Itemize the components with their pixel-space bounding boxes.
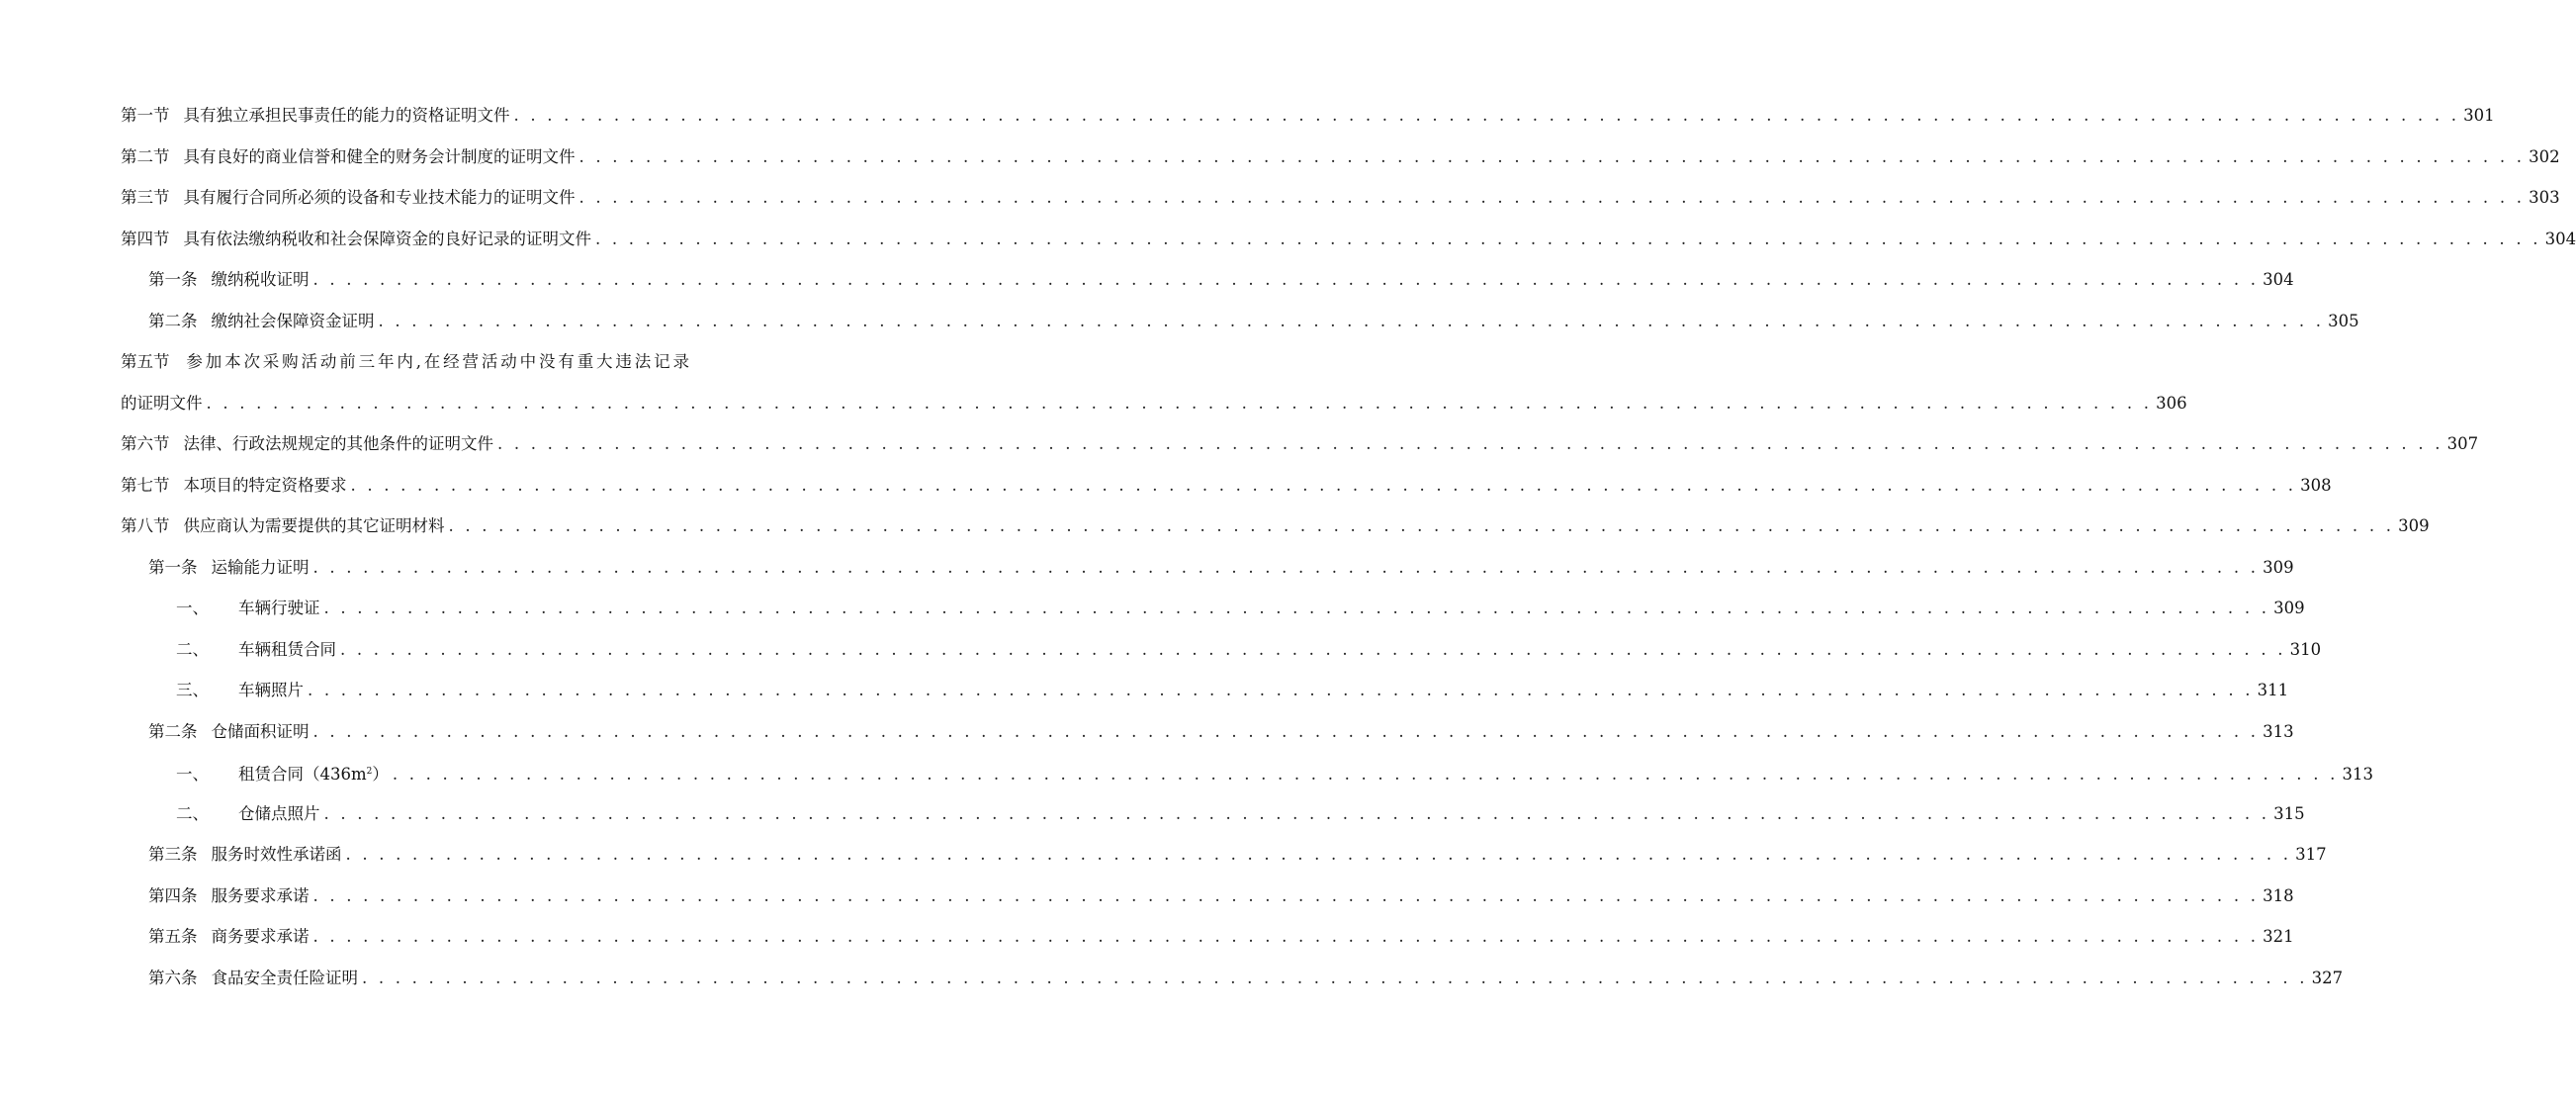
toc-entry[interactable] [0,301,2359,342]
toc-entry[interactable] [0,670,2289,711]
table-of-contents [0,95,2576,998]
toc-entry-title: 供应商认为需要提供的其它证明材料 [183,516,445,535]
toc-leader-dots: . . . . . . . . . . . . . . . . . . . . . . . . . . . . . . . . . . . . . . . . . . . . . . . . . . . . . . . . . . . . . . . . . . . . . . . . . . . . . . . . . . . . . . . . . . . . . . . . . . . . . . . . . . . . . . . . . . . . . [448,516,2395,535]
toc-entry-title: 租赁合同（436m [238,765,367,784]
toc-entry-label [121,95,510,137]
toc-entry-number: 一、 [176,765,209,784]
toc-entry-number: 第二条 [148,721,198,741]
toc-entry-page: 327 [2311,968,2344,987]
toc-entry-label [121,177,576,219]
toc-entry-superscript: 2 [366,767,373,777]
toc-entry-title: 服务时效性承诺函 [211,845,342,864]
toc-entry[interactable] [0,876,2294,917]
toc-entry-title: 具有独立承担民事责任的能力的资格证明文件 [183,106,510,125]
toc-leader-dots: . . . . . . . . . . . . . . . . . . . . . . . . . . . . . . . . . . . . . . . . . . . . . . . . . . . . . . . . . . . . . . . . . . . . . . . . . . . . . . . . . . . . . . . . . . . . . . . . . . . . . . . . . . . . . . . . . . . . . [312,270,2260,289]
toc-entry[interactable] [0,711,2294,753]
toc-entry-page: 301 [2463,106,2495,125]
toc-entry-label [176,670,304,711]
toc-entry-label [121,137,576,178]
toc-leader-dots: . . . . . . . . . . . . . . . . . . . . . . . . . . . . . . . . . . . . . . . . . . . . . . . . . . . . . . . . . . . . . . . . . . . . . . . . . . . . . . . . . . . . . . . . . . . . . . . . . . . . . . . . . . . . . . . . . . . . . [206,393,2153,413]
toc-entry[interactable] [0,506,2430,547]
toc-entry-page: 311 [2257,681,2289,699]
toc-entry[interactable] [0,916,2294,958]
toc-entry-title: 车辆照片 [238,681,304,699]
toc-entry-title: 车辆行驶证 [238,599,320,617]
toc-entry-page: 305 [2328,311,2359,330]
toc-entry-title: 参加本次采购活动前三年内,在经营活动中没有重大违法记录 [183,352,689,371]
toc-entry-label [148,958,358,999]
toc-entry-title: 缴纳税收证明 [211,270,310,289]
toc-entry-label [148,547,310,589]
toc-entry-number: 第二节 [121,146,170,166]
toc-leader-dots: . . . . . . . . . . . . . . . . . . . . . . . . . . . . . . . . . . . . . . . . . . . . . . . . . . . . . . . . . . . . . . . . . . . . . . . . . . . . . . . . . . . . . . . . . . . . . . . . . . . . . . . . . . . . . . . . . . . . . [323,803,2270,823]
toc-leader-dots: . . . . . . . . . . . . . . . . . . . . . . . . . . . . . . . . . . . . . . . . . . . . . . . . . . . . . . . . . . . . . . . . . . . . . . . . . . . . . . . . . . . . . . . . . . . . . . . . . . . . . . . . . . . . . . . . . . . . . [323,599,2270,617]
toc-entry-page: 321 [2263,927,2294,946]
toc-entry[interactable] [0,177,2560,219]
toc-entry-number: 第四节 [121,229,170,248]
toc-entry-page: 304 [2544,229,2576,248]
toc-leader-dots: . . . . . . . . . . . . . . . . . . . . . . . . . . . . . . . . . . . . . . . . . . . . . . . . . . . . . . . . . . . . . . . . . . . . . . . . . . . . . . . . . . . . . . . . . . . . . . . . . . . . . . . . . . . . . . . . . . . . . [362,968,2308,987]
toc-entry-number: 二、 [176,803,209,823]
toc-entry-label [176,793,320,835]
toc-entry-label [121,341,689,383]
toc-entry-page: 302 [2529,146,2560,166]
toc-entry[interactable] [0,423,2479,465]
toc-entry-page: 310 [2289,639,2322,659]
toc-entry-number: 第一条 [148,557,198,577]
toc-entry-number: 三、 [176,681,209,699]
toc-entry-number: 一、 [176,599,209,617]
toc-entry-label [148,916,310,958]
toc-entry-label [148,876,310,917]
toc-leader-dots: . . . . . . . . . . . . . . . . . . . . . . . . . . . . . . . . . . . . . . . . . . . . . . . . . . . . . . . . . . . . . . . . . . . . . . . . . . . . . . . . . . . . . . . . . . . . . . . . . . . . . . . . . . . . . . . . . . . . . [392,765,2339,784]
toc-leader-dots: . . . . . . . . . . . . . . . . . . . . . . . . . . . . . . . . . . . . . . . . . . . . . . . . . . . . . . . . . . . . . . . . . . . . . . . . . . . . . . . . . . . . . . . . . . . . . . . . . . . . . . . . . . . . . . . . . . . . . [350,475,2297,495]
toc-entry-label [176,588,320,629]
toc-entry-page: 304 [2263,270,2294,289]
toc-entry-label [121,219,591,260]
toc-entry-label [176,629,336,671]
toc-entry-number: 二、 [176,639,209,659]
toc-entry-page: 313 [2342,765,2374,784]
toc-entry-number: 第一条 [148,270,198,289]
toc-entry-page: 315 [2273,803,2305,823]
toc-entry-number: 第七节 [121,475,170,495]
toc-entry-number: 第五条 [148,927,198,946]
toc-entry[interactable] [0,219,2576,260]
toc-entry-label [121,423,493,465]
toc-entry[interactable] [0,629,2322,671]
toc-entry-title: 具有依法缴纳税收和社会保障资金的良好记录的证明文件 [183,229,591,248]
toc-entry-title-suffix: ） [372,765,389,784]
toc-entry[interactable] [0,95,2495,137]
toc-entry-title: 仓储点照片 [238,803,320,823]
toc-entry-title-continued: 的证明文件 [121,393,203,413]
toc-entry[interactable] [0,752,2374,793]
toc-entry-number: 第六条 [148,968,198,987]
toc-entry-label [121,506,445,547]
toc-entry-page: 318 [2263,885,2294,905]
toc-entry-number: 第三节 [121,188,170,207]
toc-leader-dots: . . . . . . . . . . . . . . . . . . . . . . . . . . . . . . . . . . . . . . . . . . . . . . . . . . . . . . . . . . . . . . . . . . . . . . . . . . . . . . . . . . . . . . . . . . . . . . . . . . . . . . . . . . . . . . . . . . . . . [578,188,2526,207]
toc-entry-label [148,301,375,342]
toc-entry-title: 仓储面积证明 [211,721,310,741]
toc-leader-dots: . . . . . . . . . . . . . . . . . . . . . . . . . . . . . . . . . . . . . . . . . . . . . . . . . . . . . . . . . . . . . . . . . . . . . . . . . . . . . . . . . . . . . . . . . . . . . . . . . . . . . . . . . . . . . . . . . . . . . [312,557,2260,577]
toc-entry-number: 第三条 [148,845,198,864]
toc-entry-label [121,465,347,507]
toc-leader-dots: . . . . . . . . . . . . . . . . . . . . . . . . . . . . . . . . . . . . . . . . . . . . . . . . . . . . . . . . . . . . . . . . . . . . . . . . . . . . . . . . . . . . . . . . . . . . . . . . . . . . . . . . . . . . . . . . . . . . . [312,721,2260,741]
toc-entry[interactable] [0,465,2332,507]
toc-entry-title: 具有良好的商业信誉和健全的财务会计制度的证明文件 [183,146,576,166]
toc-entry[interactable] [0,793,2305,835]
toc-entry-label [148,834,342,876]
toc-leader-dots: . . . . . . . . . . . . . . . . . . . . . . . . . . . . . . . . . . . . . . . . . . . . . . . . . . . . . . . . . . . . . . . . . . . . . . . . . . . . . . . . . . . . . . . . . . . . . . . . . . . . . . . . . . . . . . . . . . . . . [340,639,2286,659]
toc-leader-dots: . . . . . . . . . . . . . . . . . . . . . . . . . . . . . . . . . . . . . . . . . . . . . . . . . . . . . . . . . . . . . . . . . . . . . . . . . . . . . . . . . . . . . . . . . . . . . . . . . . . . . . . . . . . . . . . . . . . . . [308,681,2254,699]
toc-entry-title: 本项目的特定资格要求 [183,475,347,495]
toc-entry-page: 317 [2295,845,2327,864]
toc-entry-page: 308 [2300,475,2332,495]
toc-leader-dots: . . . . . . . . . . . . . . . . . . . . . . . . . . . . . . . . . . . . . . . . . . . . . . . . . . . . . . . . . . . . . . . . . . . . . . . . . . . . . . . . . . . . . . . . . . . . . . . . . . . . . . . . . . . . . . . . . . . . . [312,927,2260,946]
toc-entry-page: 309 [2273,599,2305,617]
toc-entry[interactable] [0,547,2294,589]
toc-entry-title: 具有履行合同所必须的设备和专业技术能力的证明文件 [183,188,576,207]
toc-entry-title: 运输能力证明 [211,557,310,577]
toc-entry-page: 306 [2156,393,2187,413]
toc-leader-dots: . . . . . . . . . . . . . . . . . . . . . . . . . . . . . . . . . . . . . . . . . . . . . . . . . . . . . . . . . . . . . . . . . . . . . . . . . . . . . . . . . . . . . . . . . . . . . . . . . . . . . . . . . . . . . . . . . . . . . [345,845,2292,864]
toc-entry[interactable] [0,834,2327,876]
toc-entry-page: 307 [2446,434,2479,453]
toc-entry-label [148,259,310,301]
toc-entry[interactable] [0,958,2344,999]
toc-entry-number: 第五节 [121,352,170,371]
toc-leader-dots: . . . . . . . . . . . . . . . . . . . . . . . . . . . . . . . . . . . . . . . . . . . . . . . . . . . . . . . . . . . . . . . . . . . . . . . . . . . . . . . . . . . . . . . . . . . . . . . . . . . . . . . . . . . . . . . . . . . . . [378,311,2325,330]
toc-entry-title: 商务要求承诺 [211,927,310,946]
toc-entry-title: 食品安全责任险证明 [211,968,358,987]
toc-entry[interactable] [0,259,2294,301]
toc-entry-title: 法律、行政法规规定的其他条件的证明文件 [183,434,493,453]
toc-entry-title: 车辆租赁合同 [238,639,336,659]
toc-leader-dots: . . . . . . . . . . . . . . . . . . . . . . . . . . . . . . . . . . . . . . . . . . . . . . . . . . . . . . . . . . . . . . . . . . . . . . . . . . . . . . . . . . . . . . . . . . . . . . . . . . . . . . . . . . . . . . . . . . . . . [312,885,2260,905]
toc-entry-number: 第六节 [121,434,170,453]
toc-leader-dots: . . . . . . . . . . . . . . . . . . . . . . . . . . . . . . . . . . . . . . . . . . . . . . . . . . . . . . . . . . . . . . . . . . . . . . . . . . . . . . . . . . . . . . . . . . . . . . . . . . . . . . . . . . . . . . . . . . . . . [578,146,2526,166]
toc-entry-number: 第二条 [148,311,198,330]
toc-entry-title: 缴纳社会保障资金证明 [211,311,375,330]
toc-entry-continuation[interactable] [0,383,2187,424]
toc-entry-label [176,752,389,795]
toc-entry-number: 第一节 [121,106,170,125]
toc-leader-dots: . . . . . . . . . . . . . . . . . . . . . . . . . . . . . . . . . . . . . . . . . . . . . . . . . . . . . . . . . . . . . . . . . . . . . . . . . . . . . . . . . . . . . . . . . . . . . . . . . . . . . . . . . . . . . . . . . . . . . [595,229,2541,248]
toc-entry-page: 303 [2529,188,2560,207]
toc-entry-page: 309 [2398,516,2430,535]
toc-entry-title: 服务要求承诺 [211,885,310,905]
toc-entry-page: 313 [2263,721,2294,741]
toc-leader-dots: . . . . . . . . . . . . . . . . . . . . . . . . . . . . . . . . . . . . . . . . . . . . . . . . . . . . . . . . . . . . . . . . . . . . . . . . . . . . . . . . . . . . . . . . . . . . . . . . . . . . . . . . . . . . . . . . . . . . . [513,106,2460,125]
toc-entry-page: 309 [2263,557,2294,577]
toc-entry-label [148,711,310,753]
toc-entry[interactable] [0,341,784,383]
toc-entry-number: 第四条 [148,885,198,905]
toc-entry-number: 第八节 [121,516,170,535]
toc-leader-dots: . . . . . . . . . . . . . . . . . . . . . . . . . . . . . . . . . . . . . . . . . . . . . . . . . . . . . . . . . . . . . . . . . . . . . . . . . . . . . . . . . . . . . . . . . . . . . . . . . . . . . . . . . . . . . . . . . . . . . [497,434,2443,453]
toc-entry[interactable] [0,137,2560,178]
toc-entry[interactable] [0,588,2305,629]
